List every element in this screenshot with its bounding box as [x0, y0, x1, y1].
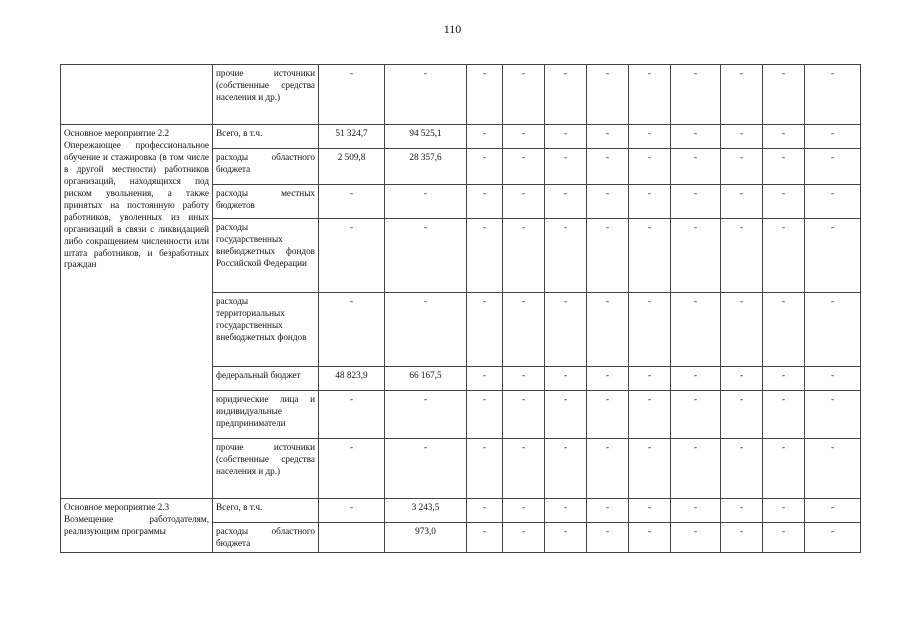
value-cell-year-2: -: [385, 185, 467, 219]
value-cell-dash: -: [545, 523, 587, 553]
value-cell-year-2: 66 167,5: [385, 367, 467, 391]
value-cell-dash: -: [671, 293, 721, 367]
value-cell-dash: -: [805, 499, 861, 523]
funding-source-cell: Всего, в т.ч.: [213, 125, 319, 149]
value-cell-dash: -: [545, 293, 587, 367]
value-cell-dash: -: [545, 219, 587, 293]
value-cell-dash: -: [545, 125, 587, 149]
value-cell-dash: -: [805, 439, 861, 499]
value-cell-dash: -: [587, 219, 629, 293]
value-cell-dash: -: [671, 65, 721, 125]
value-cell-dash: -: [587, 149, 629, 185]
value-cell-dash: -: [467, 149, 503, 185]
table-row: [61, 65, 861, 125]
value-cell-dash: -: [503, 219, 545, 293]
value-cell-dash: -: [545, 391, 587, 439]
activity-cell-2-3: [61, 499, 213, 553]
budget-table: [60, 64, 861, 553]
value-cell-dash: -: [467, 185, 503, 219]
value-cell-year-2: -: [385, 293, 467, 367]
value-cell-dash: -: [805, 65, 861, 125]
value-cell-dash: -: [763, 219, 805, 293]
value-cell-year-2: 973,0: [385, 523, 467, 553]
activity-title: Основное мероприятие 2.3: [64, 502, 170, 512]
value-cell-dash: -: [503, 499, 545, 523]
value-cell-dash: -: [721, 499, 763, 523]
value-cell-dash: -: [545, 439, 587, 499]
value-cell-dash: -: [587, 391, 629, 439]
value-cell-dash: -: [721, 65, 763, 125]
funding-source-cell: федеральный бюджет: [213, 367, 319, 391]
value-cell-dash: -: [629, 391, 671, 439]
value-cell-dash: -: [503, 185, 545, 219]
value-cell-dash: -: [671, 149, 721, 185]
value-cell-dash: -: [467, 367, 503, 391]
value-cell-dash: -: [467, 523, 503, 553]
value-cell-dash: -: [587, 523, 629, 553]
value-cell-dash: -: [721, 185, 763, 219]
value-cell-dash: -: [763, 391, 805, 439]
activity-description: Возмещение работодателям, реализующим программы: [64, 513, 209, 536]
value-cell-year-1: 51 324,7: [319, 125, 385, 149]
value-cell-dash: -: [805, 125, 861, 149]
value-cell-dash: -: [587, 125, 629, 149]
value-cell-dash: -: [545, 367, 587, 391]
value-cell-year-1: -: [319, 65, 385, 125]
value-cell-dash: -: [503, 439, 545, 499]
funding-source-cell: расходы государственных внебюджетных фондов Российской Федерации: [213, 219, 319, 293]
value-cell-dash: -: [763, 499, 805, 523]
value-cell-dash: -: [503, 65, 545, 125]
value-cell-dash: -: [545, 185, 587, 219]
value-cell-dash: -: [503, 149, 545, 185]
value-cell-dash: -: [805, 185, 861, 219]
value-cell-dash: -: [763, 439, 805, 499]
value-cell-year-1: 2 509,8: [319, 149, 385, 185]
value-cell-dash: -: [503, 125, 545, 149]
value-cell-dash: -: [503, 391, 545, 439]
value-cell-year-1: 48 823,9: [319, 367, 385, 391]
value-cell-dash: -: [629, 219, 671, 293]
value-cell-year-2: -: [385, 65, 467, 125]
value-cell-dash: -: [805, 219, 861, 293]
value-cell-dash: -: [763, 523, 805, 553]
value-cell-dash: -: [587, 65, 629, 125]
table-row: [61, 499, 861, 523]
value-cell-year-2: -: [385, 219, 467, 293]
value-cell-dash: -: [629, 499, 671, 523]
funding-source-cell: расходы областного бюджета: [213, 149, 319, 185]
value-cell-dash: -: [671, 523, 721, 553]
value-cell-dash: -: [629, 367, 671, 391]
funding-source-cell: прочие источники (собственные средства населения и др.): [213, 65, 319, 125]
value-cell-year-1: -: [319, 391, 385, 439]
value-cell-dash: -: [503, 367, 545, 391]
value-cell-year-1: [319, 523, 385, 553]
page-number: 110: [443, 22, 462, 36]
value-cell-dash: -: [467, 439, 503, 499]
funding-source-cell: юридические лица и индивидуальные предприниматели: [213, 391, 319, 439]
value-cell-dash: -: [671, 219, 721, 293]
value-cell-dash: -: [503, 523, 545, 553]
value-cell-year-2: -: [385, 391, 467, 439]
activity-cell-empty: [61, 65, 213, 125]
value-cell-dash: -: [721, 523, 763, 553]
value-cell-dash: -: [467, 293, 503, 367]
value-cell-dash: -: [545, 499, 587, 523]
value-cell-dash: -: [763, 149, 805, 185]
activity-title: Основное мероприятие 2.2: [64, 128, 170, 138]
value-cell-dash: -: [671, 125, 721, 149]
value-cell-dash: -: [587, 185, 629, 219]
value-cell-dash: -: [763, 125, 805, 149]
value-cell-dash: -: [763, 185, 805, 219]
value-cell-dash: -: [629, 185, 671, 219]
value-cell-dash: -: [721, 391, 763, 439]
value-cell-dash: -: [629, 65, 671, 125]
value-cell-dash: -: [763, 65, 805, 125]
table-row: [61, 125, 861, 149]
value-cell-dash: -: [587, 439, 629, 499]
value-cell-dash: -: [671, 391, 721, 439]
value-cell-year-1: -: [319, 185, 385, 219]
value-cell-dash: -: [629, 125, 671, 149]
value-cell-year-2: 94 525,1: [385, 125, 467, 149]
value-cell-year-1: -: [319, 293, 385, 367]
value-cell-dash: -: [721, 439, 763, 499]
value-cell-dash: -: [587, 499, 629, 523]
value-cell-dash: -: [629, 293, 671, 367]
value-cell-dash: -: [545, 65, 587, 125]
value-cell-dash: -: [467, 65, 503, 125]
value-cell-dash: -: [721, 367, 763, 391]
activity-cell-2-2: [61, 125, 213, 499]
value-cell-dash: -: [629, 523, 671, 553]
activity-description: Опережающее профессиональное обучение и стажировка (в том числе в другой местности) работников организаций, находящихся под риском увольнения, а также принятых на постоянную работу работников, уволенных из иных организаций в связи с ликвидацией либо сокращением численности или штата работников, и безработных граждан: [64, 139, 209, 270]
value-cell-dash: -: [587, 367, 629, 391]
value-cell-dash: -: [805, 149, 861, 185]
value-cell-dash: -: [721, 293, 763, 367]
value-cell-dash: -: [671, 439, 721, 499]
value-cell-dash: -: [721, 219, 763, 293]
value-cell-dash: -: [503, 293, 545, 367]
value-cell-year-1: -: [319, 499, 385, 523]
value-cell-dash: -: [763, 367, 805, 391]
value-cell-dash: -: [671, 185, 721, 219]
value-cell-year-2: 3 243,5: [385, 499, 467, 523]
funding-source-cell: расходы местных бюджетов: [213, 185, 319, 219]
value-cell-dash: -: [467, 391, 503, 439]
value-cell-dash: -: [629, 149, 671, 185]
value-cell-dash: -: [805, 293, 861, 367]
value-cell-dash: -: [587, 293, 629, 367]
funding-source-cell: расходы территориальных государственных внебюджетных фондов: [213, 293, 319, 367]
value-cell-dash: -: [763, 293, 805, 367]
funding-source-cell: прочие источники (собственные средства населения и др.): [213, 439, 319, 499]
value-cell-year-1: -: [319, 439, 385, 499]
value-cell-dash: -: [467, 499, 503, 523]
value-cell-dash: -: [805, 523, 861, 553]
value-cell-year-1: -: [319, 219, 385, 293]
value-cell-dash: -: [805, 391, 861, 439]
value-cell-dash: -: [629, 439, 671, 499]
value-cell-dash: -: [467, 125, 503, 149]
value-cell-dash: -: [721, 125, 763, 149]
value-cell-dash: -: [671, 367, 721, 391]
value-cell-year-2: 28 357,6: [385, 149, 467, 185]
value-cell-dash: -: [545, 149, 587, 185]
value-cell-dash: -: [671, 499, 721, 523]
value-cell-year-2: -: [385, 439, 467, 499]
value-cell-dash: -: [467, 219, 503, 293]
value-cell-dash: -: [721, 149, 763, 185]
value-cell-dash: -: [805, 367, 861, 391]
funding-source-cell: расходы областного бюджета: [213, 523, 319, 553]
funding-source-cell: Всего, в т.ч.: [213, 499, 319, 523]
